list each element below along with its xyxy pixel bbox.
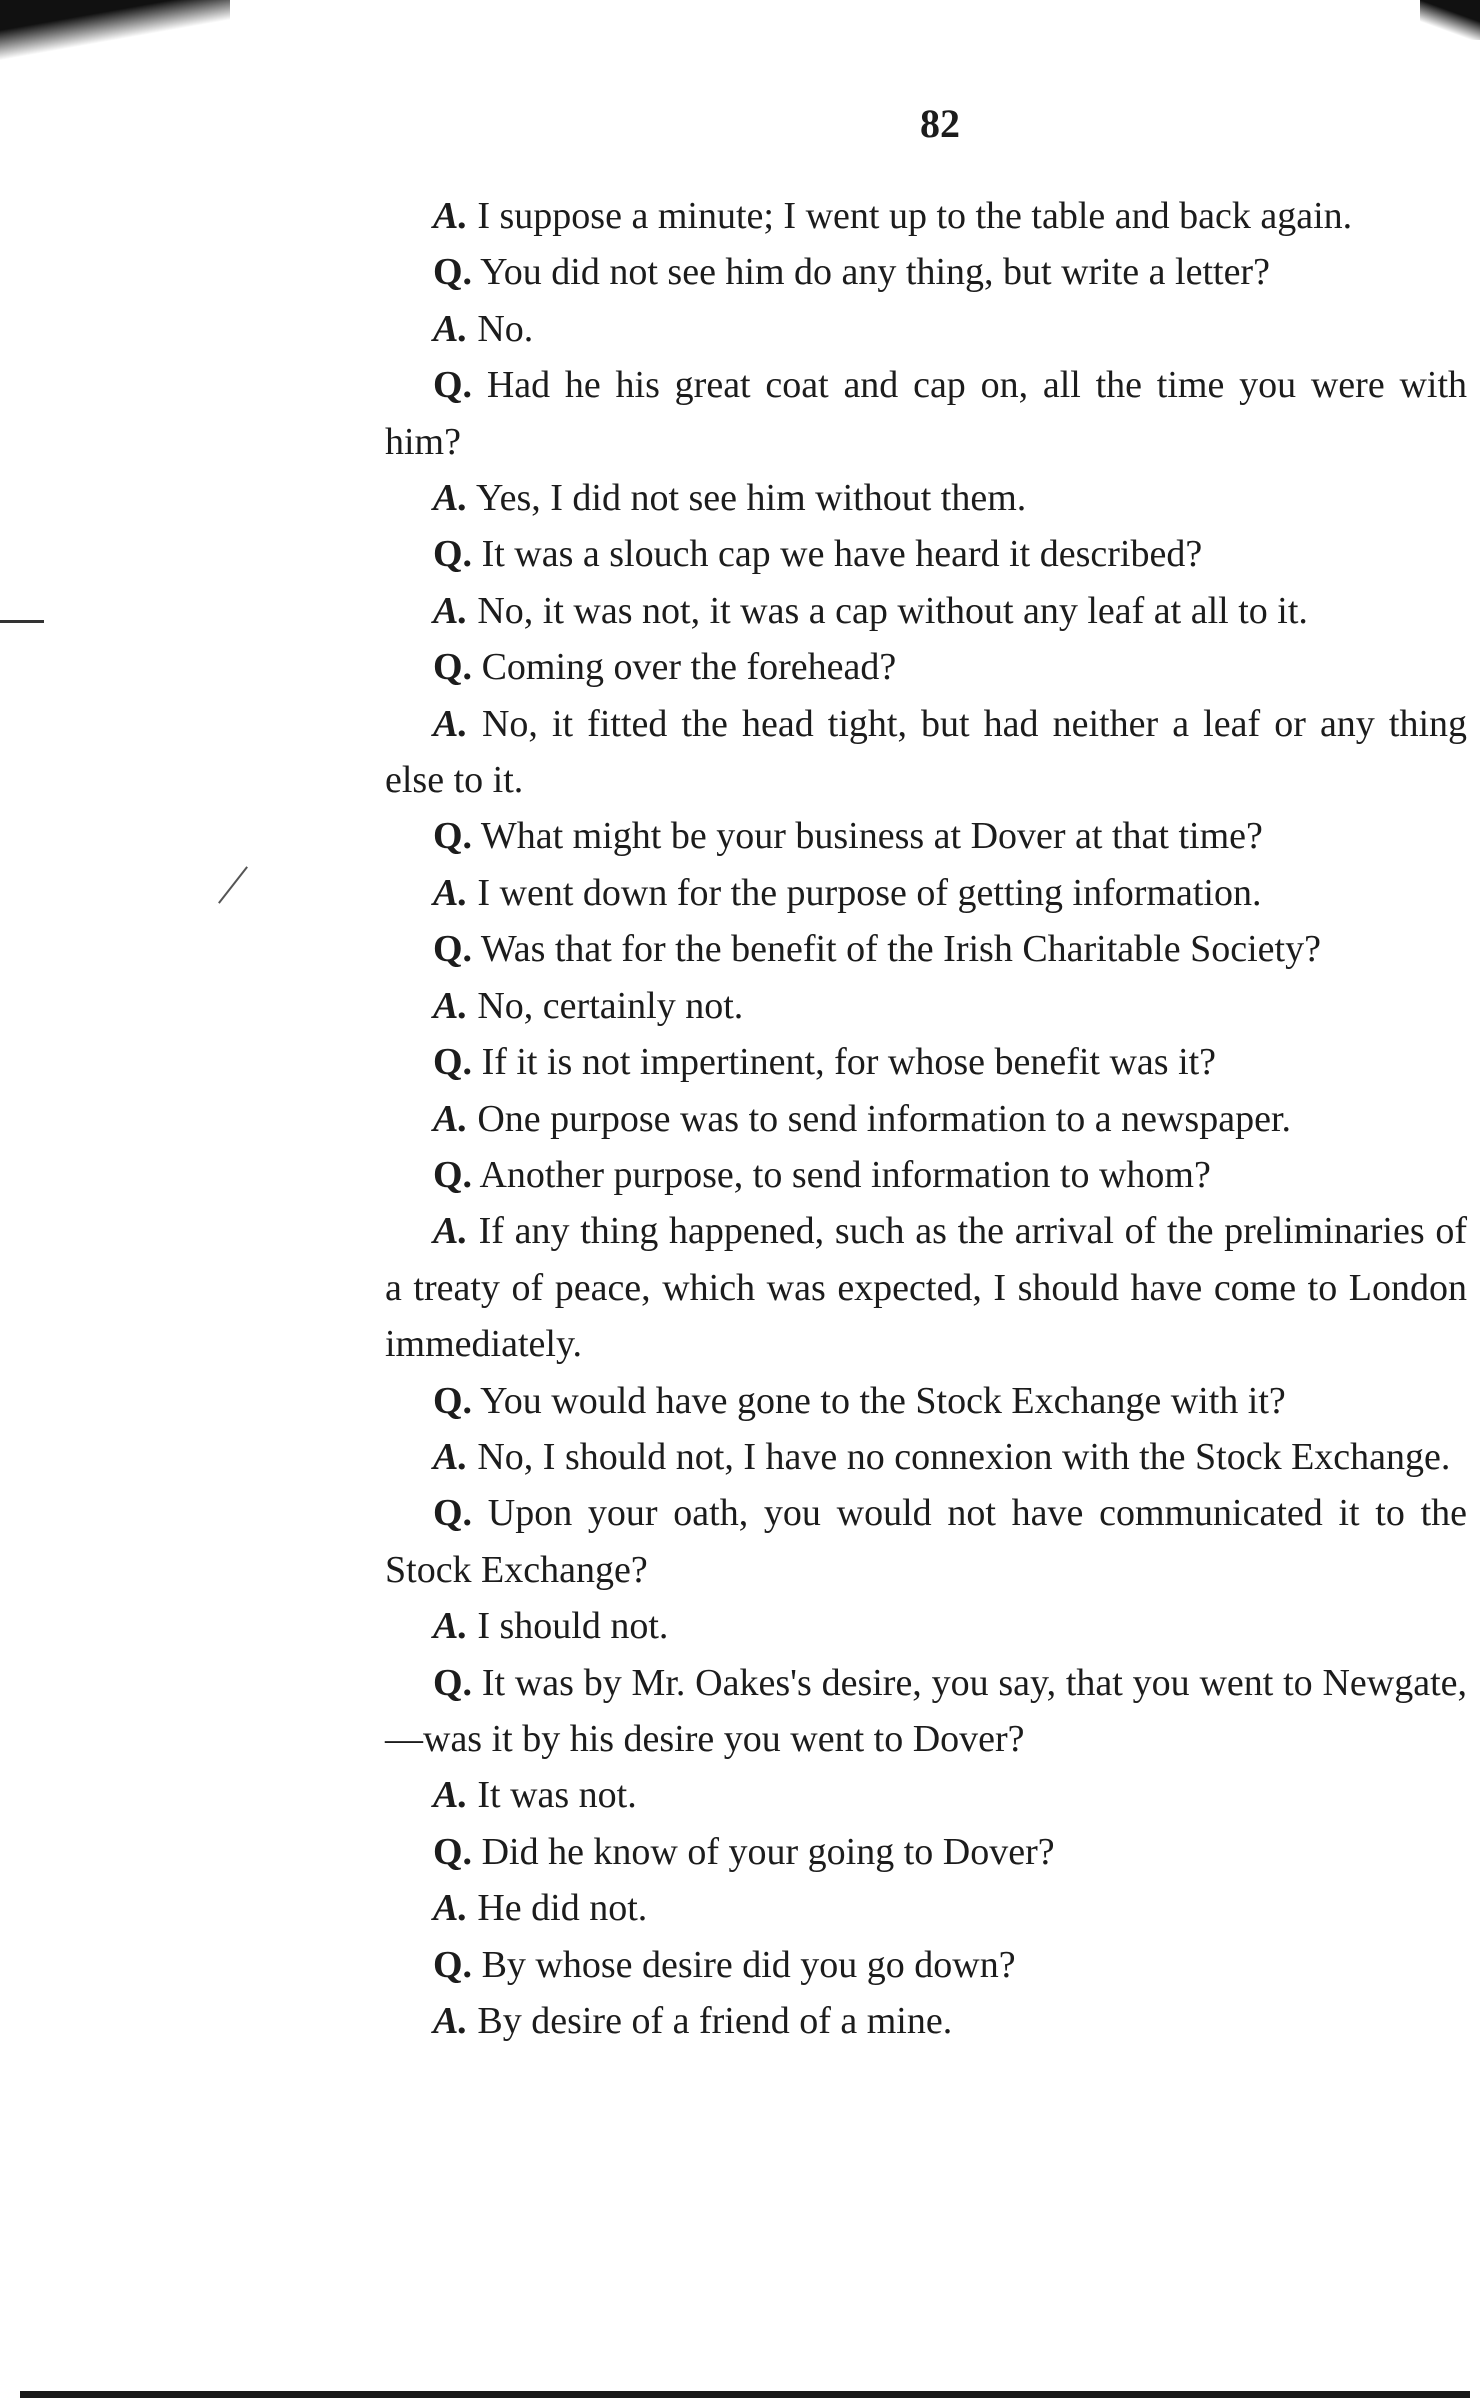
paragraph-text: You would have gone to the Stock Exchange with it? xyxy=(480,1379,1286,1422)
paragraph-text: Coming over the forehead? xyxy=(481,646,897,689)
question-marker: Q. xyxy=(433,646,473,689)
answer-marker: A. xyxy=(433,195,468,237)
paragraph-text: Yes, I did not see him without them. xyxy=(475,477,1027,520)
answer-paragraph xyxy=(385,583,1467,639)
question-paragraph xyxy=(385,639,1467,695)
paragraph-text: I suppose a minute; I went up to the table and back again. xyxy=(477,195,1353,237)
question-marker: Q. xyxy=(433,1041,473,1084)
paragraph-text: Was that for the benefit of the Irish Charitable Society? xyxy=(480,928,1321,971)
paragraph-text: If it is not impertinent, for whose benefit was it? xyxy=(481,1041,1217,1084)
margin-stroke xyxy=(218,866,248,903)
paragraph-text: By desire of a friend of a mine. xyxy=(477,2000,953,2042)
question-paragraph xyxy=(385,244,1467,300)
question-paragraph xyxy=(385,921,1467,977)
testimony-text xyxy=(385,188,1467,2049)
answer-paragraph xyxy=(385,696,1467,809)
answer-paragraph xyxy=(385,1880,1467,1936)
question-marker: Q. xyxy=(433,928,473,971)
paragraph-text: I went down for the purpose of getting information. xyxy=(477,871,1262,914)
paragraph-text: If any thing happened, such as the arrival of the preliminaries of a treaty of peace, which was expected, I should have come to London immediately. xyxy=(385,1210,1468,1366)
question-marker: Q. xyxy=(433,815,473,858)
paragraph-text: Upon your oath, you would not have communicated it to the Stock Exchange? xyxy=(385,1492,1468,1591)
paragraph-text: No, I should not, I have no connexion with the Stock Exchange. xyxy=(477,1435,1451,1478)
scan-corner-shadow-left xyxy=(0,0,230,60)
question-paragraph xyxy=(385,1937,1467,1993)
question-marker: Q. xyxy=(433,251,473,294)
answer-marker: A. xyxy=(433,2000,468,2042)
answer-marker: A. xyxy=(433,477,468,520)
page-bottom-edge xyxy=(20,2391,1470,2398)
answer-marker: A. xyxy=(433,984,468,1027)
question-marker: Q. xyxy=(433,1492,473,1535)
paragraph-text: It was by Mr. Oakes's desire, you say, that you went to Newgate,—was it by his desire you went to Dover? xyxy=(385,1661,1467,1760)
question-paragraph xyxy=(385,357,1467,470)
paragraph-text: What might be your business at Dover at that time? xyxy=(480,815,1263,858)
question-paragraph xyxy=(385,1824,1467,1880)
answer-paragraph xyxy=(385,470,1467,526)
answer-paragraph xyxy=(385,1993,1467,2049)
answer-marker: A. xyxy=(433,1435,468,1478)
question-marker: Q. xyxy=(433,1379,473,1422)
paragraph-text: Had he his great coat and cap on, all the time you were with him? xyxy=(385,364,1468,463)
paragraph-text: I should not. xyxy=(477,1605,669,1648)
question-paragraph xyxy=(385,808,1467,864)
paragraph-text: By whose desire did you go down? xyxy=(481,1943,1016,1986)
question-marker: Q. xyxy=(433,1943,473,1986)
answer-marker: A. xyxy=(433,307,468,350)
question-marker: Q. xyxy=(433,533,473,576)
answer-paragraph xyxy=(385,865,1467,921)
paragraph-text: He did not. xyxy=(477,1887,648,1930)
question-marker: Q. xyxy=(433,1830,473,1873)
paragraph-text: No, certainly not. xyxy=(477,984,744,1027)
answer-paragraph xyxy=(385,1203,1467,1372)
answer-marker: A. xyxy=(433,702,468,745)
answer-paragraph xyxy=(385,1429,1467,1485)
answer-paragraph xyxy=(385,1767,1467,1823)
question-paragraph xyxy=(385,1655,1467,1768)
question-paragraph xyxy=(385,1373,1467,1429)
paragraph-text: Another purpose, to send information to whom? xyxy=(479,1153,1211,1196)
question-paragraph xyxy=(385,1147,1467,1203)
question-paragraph xyxy=(385,526,1467,582)
answer-paragraph xyxy=(385,1598,1467,1654)
answer-marker: A. xyxy=(433,1605,468,1648)
paragraph-text: No, it fitted the head tight, but had neither a leaf or any thing else to it. xyxy=(385,702,1468,802)
page-number: 82 xyxy=(920,101,960,146)
answer-marker: A. xyxy=(433,1774,468,1817)
question-marker: Q. xyxy=(433,1153,473,1196)
paragraph-text: No. xyxy=(477,307,534,350)
answer-marker: A. xyxy=(433,1887,468,1930)
question-marker: Q. xyxy=(433,1661,473,1704)
answer-marker: A. xyxy=(433,871,468,914)
answer-marker: A. xyxy=(433,1097,468,1140)
question-marker: Q. xyxy=(433,364,473,407)
answer-marker: A. xyxy=(433,589,468,632)
answer-paragraph xyxy=(385,188,1467,244)
margin-mark xyxy=(0,620,44,623)
paragraph-text: No, it was not, it was a cap without any leaf at all to it. xyxy=(477,589,1308,632)
question-paragraph xyxy=(385,1485,1467,1598)
paragraph-text: Did he know of your going to Dover? xyxy=(481,1830,1055,1873)
answer-paragraph xyxy=(385,978,1467,1034)
paragraph-text: It was not. xyxy=(477,1774,637,1817)
scan-corner-shadow-right xyxy=(1420,0,1480,40)
answer-paragraph xyxy=(385,1091,1467,1147)
paragraph-text: It was a slouch cap we have heard it described? xyxy=(481,533,1203,576)
answer-paragraph xyxy=(385,301,1467,357)
paragraph-text: One purpose was to send information to a newspaper. xyxy=(477,1097,1292,1140)
paragraph-text: You did not see him do any thing, but write a letter? xyxy=(480,251,1270,294)
question-paragraph xyxy=(385,1034,1467,1090)
answer-marker: A. xyxy=(433,1210,468,1253)
